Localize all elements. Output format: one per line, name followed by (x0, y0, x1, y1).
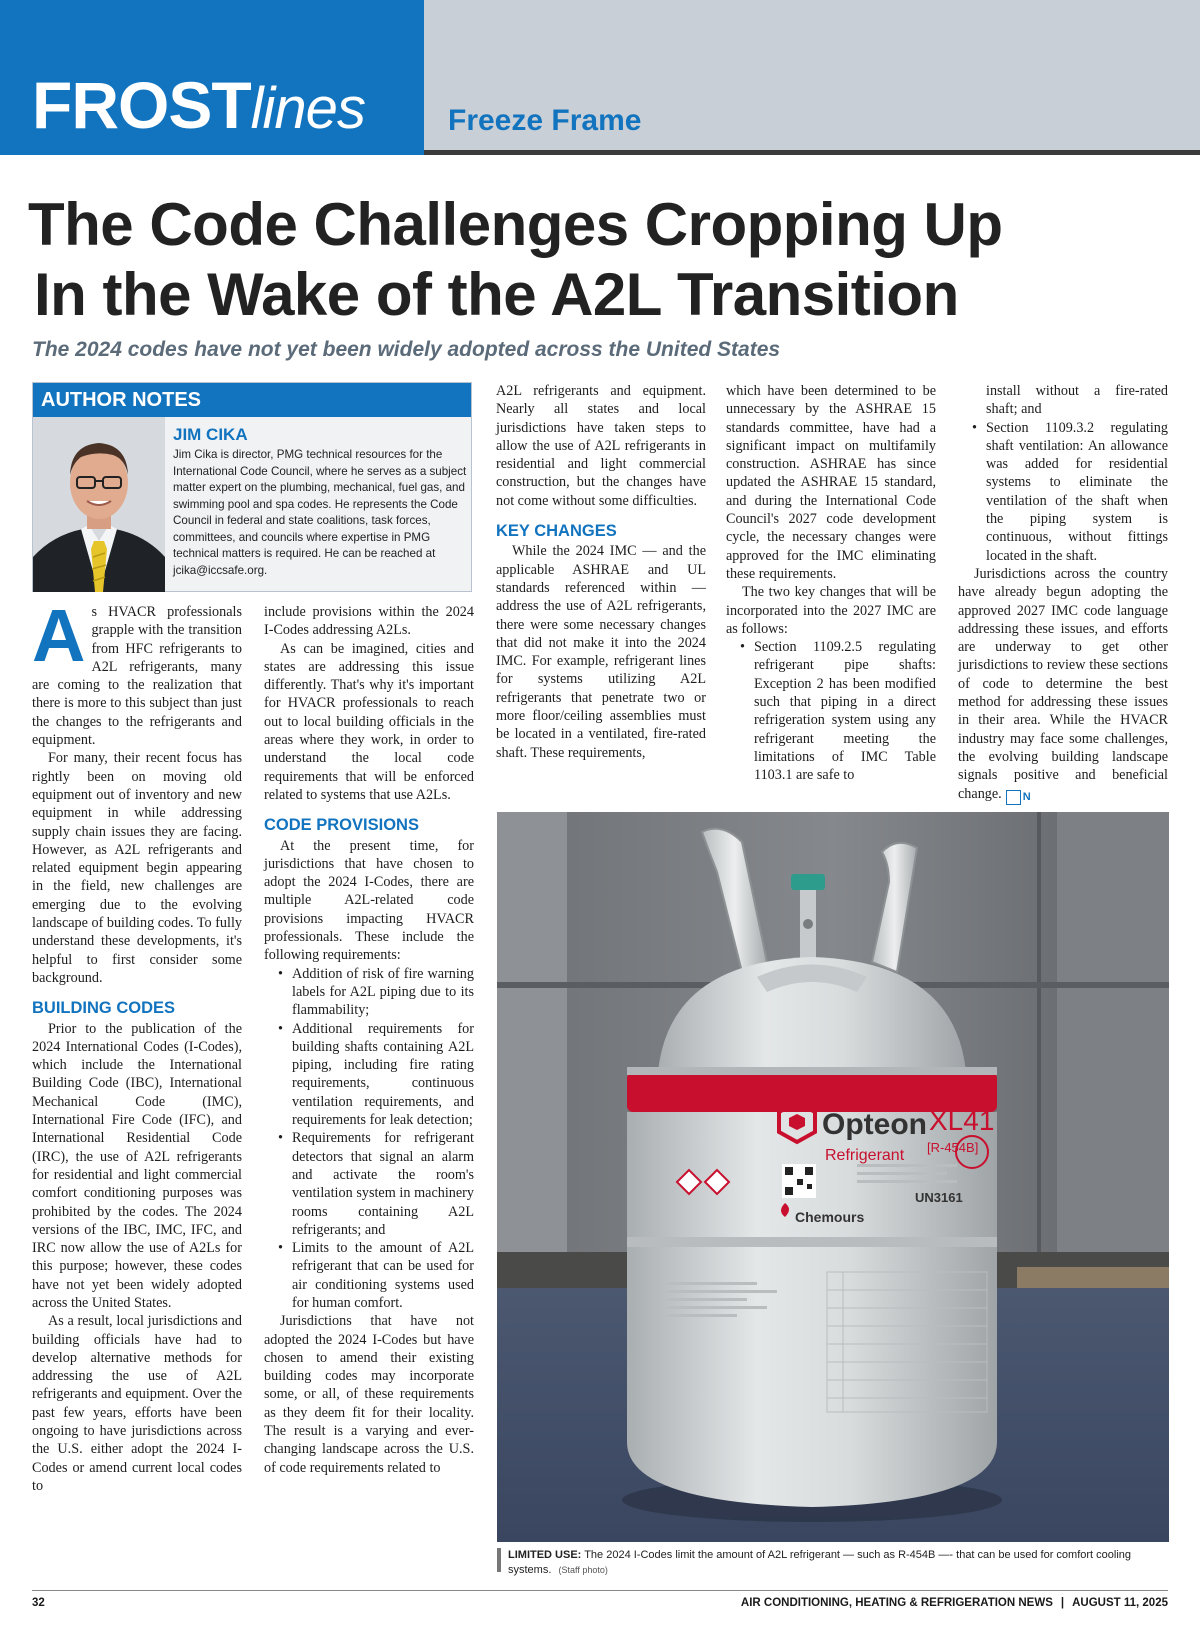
column-4-paragraph-2: The two key changes that will be incorporated into the 2027 IMC are as follows: (726, 584, 936, 637)
cylinder-un-number: UN3161 (915, 1190, 963, 1205)
author-photo (33, 417, 165, 592)
key-changes-list-continued (958, 382, 1168, 565)
building-paragraph-2: As a result, local jurisdictions and building officials have had to develop alternative methods for addressing the use of A2L refrigerants and equipment. Over the past few years, efforts have been ongoing to have jurisdictions across the U.S. either adopt the 2024 I-Codes or amend current local codes to (32, 1313, 242, 1494)
column-3-paragraph-1: A2L refrigerants and equipment. Nearly all states and local jurisdictions have taken steps to allow the use of A2L refrigerants in residential and light commercial construction, but the changes have not come without some difficulties. (496, 383, 706, 509)
drop-cap: A (32, 594, 86, 677)
intro-paragraph-2: For many, their recent focus has rightly been on moving old equipment out of inventory and new equipment in while addressing supply chain issues they are facing. However, as A2L refrigerants and related equipment begin appearing in the field, new challenges are emerging due to the evolving landscape of building codes. To fully understand these developments, it's helpful to first consider some background. (32, 750, 242, 986)
refrigerant-cylinder-photo (497, 812, 1169, 1542)
list-item: • Limits to the amount of A2L refrigerant that can be used for air conditioning systems used for human comfort. (264, 1239, 474, 1312)
cylinder-product: XL41 (929, 1105, 995, 1136)
article-column-3 (496, 382, 706, 762)
headline (28, 190, 1178, 330)
code-paragraph-1: At the present time, for jurisdictions that have chosen to adopt the 2024 I-Codes, there are multiple A2L-related code provisions impacting HVACR professionals. These include the following requirements: (264, 837, 474, 964)
author-bio: Jim Cika is director, PMG technical resources for the International Code Council, where he serves as a subject matter expert on the plumbing, mechanical, fuel gas, and swimming pool and spa codes. He represents the Code Council in federal and state coalitions, task forces, committees, and councils where expertise in PMG technical matters is required. He can be reached at jcika@iccsafe.org. (173, 448, 467, 577)
photo-credit: (Staff photo) (558, 1565, 608, 1575)
subhead-building-codes: BUILDING CODES (32, 999, 176, 1018)
column-2-paragraph-2: As can be imagined, cities and states are addressing this issue differently. That's why it's important for HVACR professionals to reach out to local building officials in the areas where they work, in order to understand the local code requirements that will be enforced related to systems that use A2Ls. (264, 640, 474, 803)
author-name: JIM CIKA (173, 425, 248, 444)
building-paragraph-1: Prior to the publication of the 2024 International Codes (I-Codes), which include the International Building Code (IBC), International Mechanical Code (IMC), International Fire Code (IFC), and International Residential Code (IRC), the use of A2L refrigerants for residential and light commercial comfort conditioning purposes was prohibited by the codes. The 2024 versions of the IBC, IMC, IFC, and IRC now allow the use of A2Ls for this purpose; however, these codes have not yet been widely adopted across the United States. (32, 1020, 242, 1311)
cylinder-brand: Opteon (822, 1108, 927, 1141)
section-label: Freeze Frame (448, 104, 642, 137)
column-2-paragraph-1: include provisions within the 2024 I-Codes addressing A2Ls. (264, 604, 474, 639)
article-column-5 (958, 382, 1168, 805)
header-rule (424, 150, 1200, 155)
list-item-continued: install without a fire-rated shaft; and (986, 383, 1168, 418)
list-item: • Section 1109.3.2 regulating shaft ventilation: An allowance was added for residential systems to eliminate the ventilation of the shaft when the piping system is continuous, without fittings located in the shaft. (958, 419, 1168, 565)
footer-separator: | (1060, 1597, 1065, 1609)
subhead-key-changes: KEY CHANGES (496, 522, 617, 541)
brand-logo: FROSTlines (32, 68, 365, 142)
article-column-1 (32, 594, 242, 1495)
list-item: • Requirements for refrigerant detectors that signal an alarm and activate the room's ventilation system in machinery rooms containing A2L refrigerants; and (264, 1129, 474, 1239)
code-paragraph-2: Jurisdictions that have not adopted the 2024 I-Codes but have chosen to amend their existing building codes may incorporate some, or all, of these requirements as they deem fit for their locality. The result is a varying and ever-changing landscape across the U.S. of code requirements related to (264, 1313, 474, 1476)
author-notes (32, 382, 472, 592)
list-item: • Additional requirements for building shafts containing A2L piping, including fire rating requirements, continuous ventilation requirements, and requirements for leak detection; (264, 1020, 474, 1130)
subhead-code-provisions: CODE PROVISIONS (264, 816, 419, 835)
page-number: 32 (32, 1597, 45, 1609)
key-changes-list (726, 638, 936, 784)
headline-line-2: In the Wake of the A2L Transition (34, 261, 959, 328)
cylinder-refrigerant-code: [R-454B] (927, 1140, 979, 1155)
footer-rule (32, 1590, 1168, 1591)
caption-text: The 2024 I-Codes limit the amount of A2L refrigerant — such as R-454B —- that can be used for comfort cooling systems. (508, 1549, 1132, 1576)
issue-date: AUGUST 11, 2025 (1072, 1597, 1168, 1609)
code-requirements-list (264, 965, 474, 1313)
publication-name: AIR CONDITIONING, HEATING & REFRIGERATION NEWS (740, 1597, 1053, 1609)
key-paragraph-1: While the 2024 IMC — and the applicable ASHRAE and UL standards referenced within — address the use of A2L refrigerants, there were some necessary changes that did not make it into the 2024 IMC. For example, refrigerant lines for systems utilizing A2L refrigerants that penetrate two or more floor/ceiling assemblies must be located in a ventilated, fire-rated shaft. These requirements, (496, 543, 706, 761)
cylinder-maker: Chemours (795, 1209, 865, 1225)
headline-line-1: The Code Challenges Cropping Up (28, 191, 1003, 258)
caption-bar (497, 1548, 501, 1572)
publication-footer (741, 1597, 1168, 1609)
column-4-paragraph-1: which have been determined to be unnecessary by the ASHRAE 15 standards committee, have had a significant impact on multifamily construction. ASHRAE has since updated the ASHRAE 15 standard, and during the International Code Council's 2027 code development cycle, the necessary changes were approved for the IMC eliminating these requirements. (726, 383, 936, 582)
intro-paragraph-1: As HVACR professionals grapple with the transition from HFC refrigerants to A2L refrigerants, many are coming to the realization that there is more to this subject than just the changes to the refrigerants and equipment. (32, 594, 242, 749)
caption-lead: LIMITED USE: (508, 1549, 582, 1561)
list-item: • Addition of risk of fire warning labels for A2L piping due to its flammability; (264, 965, 474, 1020)
end-mark-icon: N (1006, 790, 1021, 805)
brand-block (0, 0, 424, 155)
author-notes-header: AUTHOR NOTES (33, 383, 471, 417)
article-column-4 (726, 382, 936, 785)
cylinder-illustration (497, 812, 1169, 1542)
deck: The 2024 codes have not yet been widely adopted across the United States (32, 338, 781, 361)
author-portrait-icon (33, 417, 165, 592)
photo-caption (508, 1548, 1168, 1578)
list-item: • Section 1109.2.5 regulating refrigerant pipe shafts: Exception 2 has been modified such that piping in a direct refrigeration system using any refrigerant meeting the limitations of IMC Table 1103.1 are safe to (726, 638, 936, 784)
closing-paragraph: Jurisdictions across the country have already begun adopting the approved 2027 IMC code language addressing these issues, and efforts are underway to get other jurisdictions to review these sections of code to determine the best method for addressing these issues in their area. While the HVACR industry may face some challenges, the evolving building landscape signals positive and beneficial change. N (958, 565, 1168, 803)
masthead (0, 0, 1200, 155)
article-column-2 (264, 603, 474, 1477)
cylinder-refrigerant-word: Refrigerant (825, 1147, 905, 1164)
